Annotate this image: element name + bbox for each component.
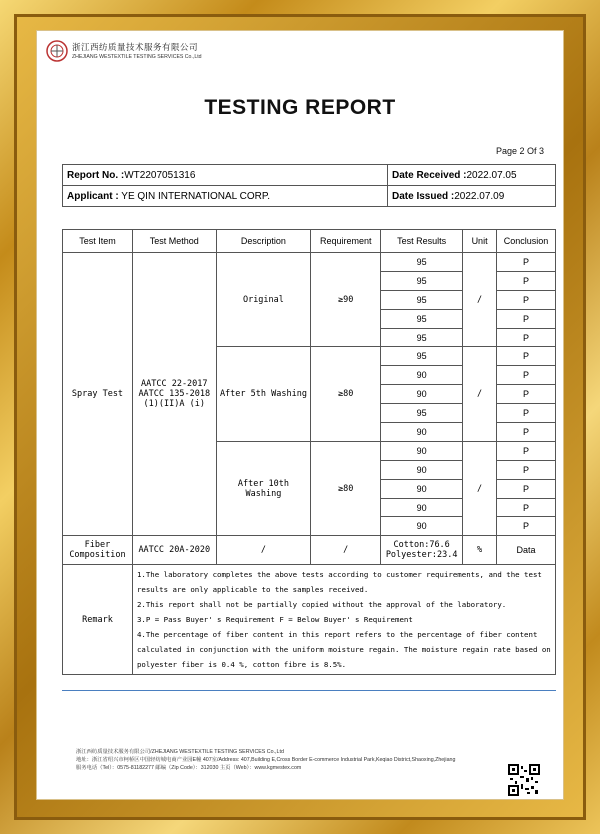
applicant-cell: Applicant : YE QIN INTERNATIONAL CORP. — [63, 186, 388, 207]
result-cell: 90 — [381, 479, 463, 498]
page-number: Page 2 Of 3 — [495, 146, 544, 156]
column-header: Requirement — [311, 230, 381, 253]
result-cell: 90 — [381, 441, 463, 460]
footer-address: 地址：浙江省绍兴市柯桥区中国轻纺城电商产业园E幢 407室/Address: 407,Building E,Cross Border E-commerce Industrial Park,Keqiao District,Shaoxing,Zhejiang — [76, 757, 456, 763]
remark-label-cell: Remark — [63, 565, 133, 675]
conclusion-cell: P — [497, 253, 556, 272]
unit-cell: / — [463, 441, 497, 535]
conclusion-cell: P — [497, 309, 556, 328]
company-name-cn: 浙江西纺质量技术服务有限公司 — [72, 43, 199, 53]
result-cell: 90 — [381, 423, 463, 442]
remark-row — [63, 565, 556, 675]
footer-company: 浙江西纺质量技术服务有限公司/ZHEJIANG WESTEXTILE TESTING SERVICES Co.,Ltd — [76, 749, 284, 755]
result-cell: 90 — [381, 498, 463, 517]
fiber-result-line: Cotton:76.6 — [393, 540, 450, 551]
result-cell: 95 — [381, 309, 463, 328]
company-name-en: ZHEJIANG WESTEXTILE TESTING SERVICES Co.,Ltd — [72, 54, 202, 60]
remark-line: 2.This report shall not be partially copied without the approval of the laboratory. — [136, 600, 507, 610]
remark-line: 3.P = Pass Buyer' s Requirement F = Below Buyer' s Requirement — [136, 615, 413, 625]
column-header: Test Results — [381, 230, 463, 253]
conclusion-cell: P — [497, 328, 556, 347]
requirement-cell: ≥80 — [311, 347, 381, 441]
result-cell: 90 — [381, 517, 463, 536]
fiber-method-cell: AATCC 20A-2020 — [132, 536, 216, 565]
result-cell: 90 — [381, 366, 463, 385]
conclusion-cell: P — [497, 460, 556, 479]
footer-divider — [62, 690, 556, 691]
description-cell: After 10th Washing — [216, 441, 311, 535]
remark-line: 4.The percentage of fiber content in this report refers to the percentage of fiber content calculated in conjunction with the uniform moisture regain. The moisture regain rate based on polyester fiber is 0.4 %, cotton fibre is 8.5%. — [136, 630, 551, 670]
test-results-table — [62, 229, 556, 675]
conclusion-cell: P — [497, 385, 556, 404]
column-header: Description — [216, 230, 311, 253]
fiber-item-line: Composition — [69, 550, 126, 561]
conclusion-cell: P — [497, 366, 556, 385]
fiber-description-cell: / — [216, 536, 311, 565]
remark-line: 1.The laboratory completes the above tests according to customer requirements, and the test results are only applicable to the samples received. — [136, 570, 542, 595]
report-paper — [36, 30, 564, 800]
result-cell: 90 — [381, 460, 463, 479]
column-header: Unit — [463, 230, 497, 253]
date-issued-cell: Date Issued :2022.07.09 — [388, 186, 556, 207]
company-logo-icon — [46, 40, 68, 62]
result-cell: 95 — [381, 290, 463, 309]
requirement-cell: ≥80 — [311, 441, 381, 535]
remark-text-cell — [132, 565, 555, 675]
fiber-item-cell — [63, 536, 133, 565]
column-header: Conclusion — [497, 230, 556, 253]
conclusion-cell: P — [497, 498, 556, 517]
report-info-table — [62, 164, 556, 207]
result-cell: 95 — [381, 328, 463, 347]
report-no-cell: Report No. :WT2207051316 — [63, 165, 388, 186]
conclusion-cell: P — [497, 290, 556, 309]
test-item-cell: Spray Test — [63, 253, 133, 536]
test-method-cell — [132, 253, 216, 536]
report-title: TESTING REPORT — [204, 96, 396, 119]
table-header-row — [63, 230, 556, 253]
conclusion-cell: P — [497, 441, 556, 460]
conclusion-cell: P — [497, 404, 556, 423]
conclusion-cell: P — [497, 347, 556, 366]
footer-contact: 服务电话（Tel）：0575-81182277 邮编（Zip Code）：312030 主页（Web）：www.kgmestex.com — [76, 765, 302, 771]
result-cell: 95 — [381, 404, 463, 423]
result-cell: 90 — [381, 385, 463, 404]
fiber-conclusion-cell: Data — [497, 536, 556, 565]
result-cell: 95 — [381, 347, 463, 366]
description-cell: Original — [216, 253, 311, 347]
conclusion-cell: P — [497, 423, 556, 442]
conclusion-cell: P — [497, 271, 556, 290]
result-cell: 95 — [381, 271, 463, 290]
fiber-unit-cell: % — [463, 536, 497, 565]
footer — [76, 748, 455, 772]
table-row — [63, 253, 556, 272]
column-header: Test Item — [63, 230, 133, 253]
unit-cell: / — [463, 253, 497, 347]
result-cell: 95 — [381, 253, 463, 272]
date-received-cell: Date Received :2022.07.05 — [388, 165, 556, 186]
fiber-item-line: Fiber — [84, 540, 111, 551]
description-cell: After 5th Washing — [216, 347, 311, 441]
column-header: Test Method — [132, 230, 216, 253]
qr-code-icon — [508, 764, 540, 796]
test-method-line: AATCC 135-2018 — [138, 389, 211, 400]
conclusion-cell: P — [497, 517, 556, 536]
fiber-result-line: Polyester:23.4 — [385, 550, 458, 561]
fiber-result-cell — [381, 536, 463, 565]
conclusion-cell: P — [497, 479, 556, 498]
test-method-line: AATCC 22-2017 — [141, 379, 208, 390]
fiber-row — [63, 536, 556, 565]
fiber-requirement-cell: / — [311, 536, 381, 565]
test-method-line: (1)(II)A (i) — [143, 399, 205, 410]
requirement-cell: ≥90 — [311, 253, 381, 347]
unit-cell: / — [463, 347, 497, 441]
